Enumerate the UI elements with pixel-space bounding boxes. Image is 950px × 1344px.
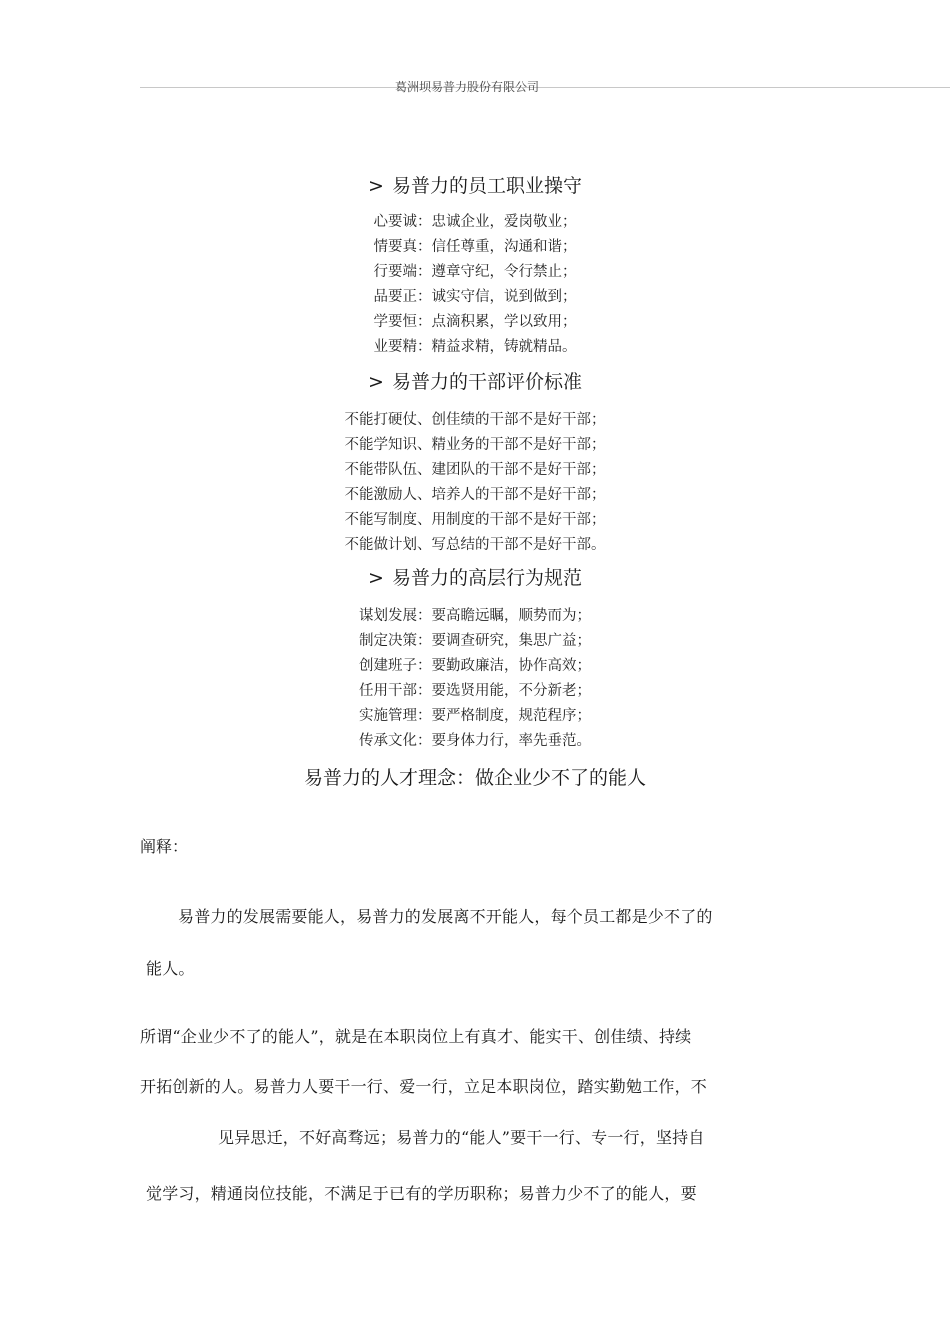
- list-item: 实施管理：要严格制度，规范程序；: [359, 708, 591, 724]
- section-heading-cadre-evaluation: [0, 370, 950, 394]
- section-title: 易普力的干部评价标准: [391, 371, 582, 393]
- list-item: 不能做计划、写总结的干部不是好干部。: [344, 537, 606, 553]
- list-item: 任用干部：要选贤用能，不分新老；: [359, 683, 591, 699]
- paragraph-line: 开拓创新的人。易普力人要干一行、爱一行，立足本职岗位，踏实勤勉工作，不: [140, 1077, 708, 1096]
- list-item: 不能打硬仗、创佳绩的干部不是好干部；: [344, 412, 606, 428]
- list-item: 不能激励人、培养人的干部不是好干部；: [344, 487, 606, 503]
- header-company-name: 葛洲坝易普力股份有限公司: [395, 80, 540, 94]
- list-item: 情要真：信任尊重，沟通和谐；: [373, 239, 577, 255]
- arrow-marker-icon: >: [368, 175, 384, 197]
- paragraph-line: 易普力的发展需要能人，易普力的发展离不开能人，每个员工都是少不了的: [178, 907, 713, 926]
- leadership-conduct-list: [0, 604, 950, 754]
- list-item: 制定决策：要调查研究，集思广益；: [359, 633, 591, 649]
- list-item: 不能带队伍、建团队的干部不是好干部；: [344, 462, 606, 478]
- cadre-evaluation-list: [0, 408, 950, 558]
- list-item: 品要正：诚实守信，说到做到；: [373, 289, 577, 305]
- arrow-marker-icon: >: [368, 371, 384, 393]
- paragraph-line: 见异思迁，不好高骛远；易普力的“能人”要干一行、专一行，坚持自: [218, 1128, 705, 1147]
- list-item: 谋划发展：要高瞻远瞩，顺势而为；: [359, 608, 591, 624]
- section-title: 易普力的员工职业操守: [391, 175, 582, 197]
- arrow-marker-icon: >: [368, 567, 384, 589]
- section-heading-employee-conduct: [0, 174, 950, 198]
- employee-conduct-list: [0, 210, 950, 360]
- list-item: 不能写制度、用制度的干部不是好干部；: [344, 512, 606, 528]
- section-title: 易普力的高层行为规范: [391, 567, 582, 589]
- list-item: 行要端：遵章守纪，令行禁止；: [373, 264, 577, 280]
- list-item: 创建班子：要勤政廉洁，协作高效；: [359, 658, 591, 674]
- paragraph-line: 所谓“企业少不了的能人”，就是在本职岗位上有真才、能实干、创佳绩、持续: [140, 1027, 692, 1046]
- list-item: 心要诚：忠诚企业，爱岗敬业；: [373, 214, 577, 230]
- explanation-label: 阐释：: [140, 837, 189, 856]
- list-item: 不能学知识、精业务的干部不是好干部；: [344, 437, 606, 453]
- list-item: 业要精：精益求精，铸就精品。: [373, 339, 577, 355]
- paragraph-line: 觉学习，精通岗位技能，不满足于已有的学历职称；易普力少不了的能人，要: [146, 1184, 697, 1203]
- list-item: 传承文化：要身体力行，率先垂范。: [359, 733, 591, 749]
- talent-philosophy-title: 易普力的人才理念：做企业少不了的能人: [303, 767, 646, 789]
- list-item: 学要恒：点滴积累，学以致用；: [373, 314, 577, 330]
- paragraph-line: 能人。: [146, 959, 195, 978]
- section-heading-leadership-conduct: [0, 566, 950, 590]
